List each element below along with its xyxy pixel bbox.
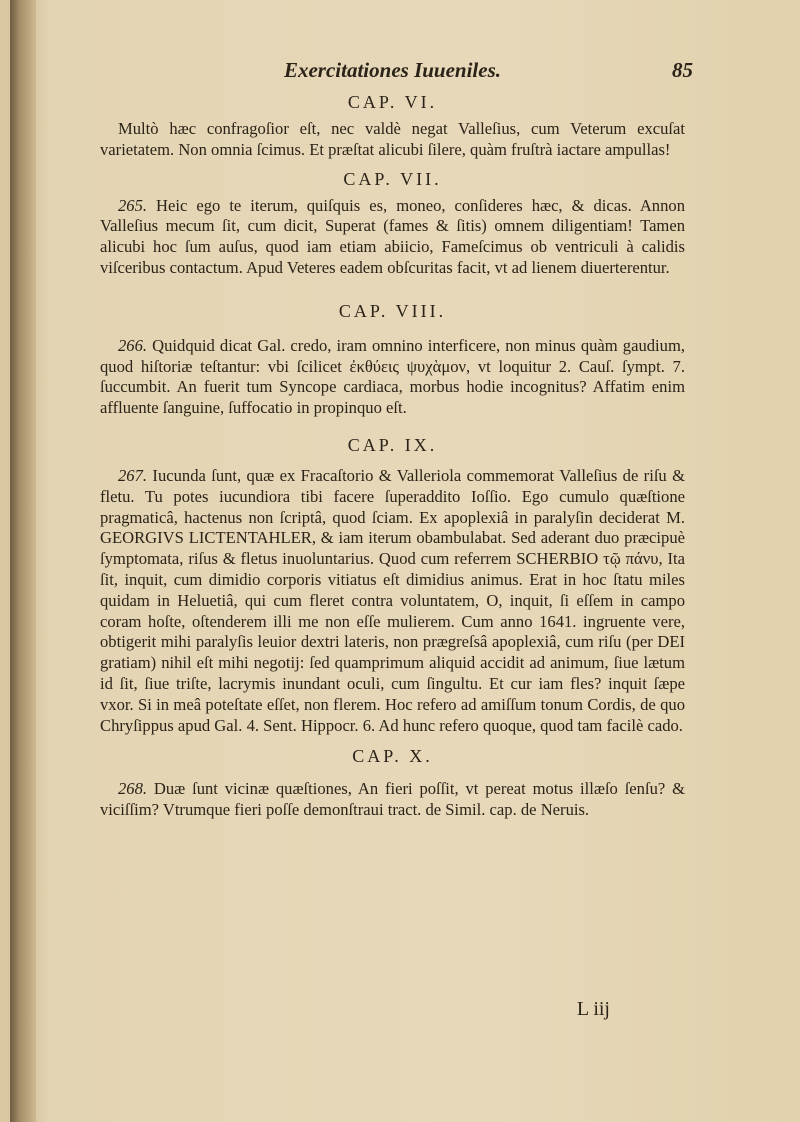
paragraph <box>100 336 685 419</box>
paragraph: Multò hæc confragoſior eſt, nec valdè negat Valleſius, cum Veterum excuſat varietatem. Non omnia ſcimus. Et præſtat alicubi ſilere, quàm fruſtrà iactare ampullas! <box>100 119 685 159</box>
page-text-block <box>100 40 693 821</box>
paragraph <box>100 466 685 736</box>
page-number: 85 <box>672 58 693 82</box>
chapter-heading: CAP. IX. <box>347 434 438 455</box>
chapter-heading: CAP. VI. <box>347 92 438 112</box>
paragraph-number: 267. <box>118 465 148 485</box>
paragraph-number: 268. <box>118 779 148 799</box>
running-header <box>100 40 693 84</box>
chapter-heading: CAP. VIII. <box>338 300 447 321</box>
chapter-heading: CAP. X. <box>352 746 433 767</box>
paragraph-number: 265. <box>118 195 148 215</box>
chapter-heading: CAP. VII. <box>343 168 442 189</box>
paragraph-text: Quidquid dicat Gal. credo, iram omnino interficere, non minus quàm gaudium, quod hiſtoriæ teſtantur: vbi ſcilicet ἐκθύεις ψυχὰμον, vt loquitur 2. Cauſ. ſympt. 7. ſuccumbit. An fuerit tum Syncope cardiaca, morbus hodie incognitus? Affatim enim affluente ſanguine, ſuffocatio in propinquo eſt. <box>100 335 685 418</box>
paragraph-number: 266. <box>118 335 148 355</box>
paragraph-text: Iucunda ſunt, quæ ex Fracaſtorio & Valleriola commemorat Valleſius de riſu & fletu. Tu potes iucundiora tibi facere ſuperaddito Ioſſio. Ego cumulo quæſtione pragmaticâ, hactenus non ſcriptâ, quod ſciam. Ex apoplexiâ in paralyſin deciderat M. GEORGIVS LICTENTAHLER, & iam iterum obambulabat. Sed aderant duo præcipuè ſymptomata, riſus & fletus inuoluntarius. Quod cum referrem SCHERBIO τῷ πάνυ, Ita ſit, inquit, cum dimidio corporis vitiatus eſt dimidius animus. Erat in hoc ſtatu miles quidam in Heluetiâ, qui cum fleret contra voluntatem, O, inquit, ſi eſſem in campo coram hoſte, oſtenderem illi me non eſſe mulierem. Cum anno 1641. ingruente vere, obtigerit mihi paralyſis leuior dextri lateris, non prægreſsâ apoplexiâ, cum riſu (per DEI gratiam) nihil eſt mihi negotij: ſed quamprimum aliquid accidit ad animum, ſiue lætum id ſit, ſiue triſte, lacrymis inundant oculi, cum ſingultu. Et cur iam fles? inquit ſæpe vxor. Si in meâ poteſtate eſſet, non flerem. Hoc refero ad amiſſum tonum Cordis, de quo Chryſippus apud Gal. 4. Sent. Hippocr. 6. Ad hunc refero quoque, quod tam facilè cado. <box>100 465 686 735</box>
running-title: Exercitationes Iuueniles. <box>283 58 502 82</box>
paragraph-text: Duæ ſunt vicinæ quæſtiones, An fieri poſſit, vt pereat motus illæſo ſenſu? & viciſſim? Vtrumque fieri poſſe demonſtraui tract. de Simil. cap. de Neruis. <box>100 779 685 820</box>
paragraph-text: Heic ego te iterum, quiſquis es, moneo, conſideres hæc, & dicas. Annon Valleſius mecum ſit, cum dicit, Superat (fames & ſitis) omnem diligentiam! Tamen alicubi hoc ſum auſus, quod iam etiam abiicio, Fameſcimus ob ventriculi à calidis viſceribus contactum. Apud Veteres eadem obſcuritas facit, vt ad lienem diuerterentur. <box>100 195 685 277</box>
paragraph <box>100 779 685 821</box>
signature-mark: L iij <box>576 998 610 1020</box>
book-gutter <box>10 0 36 1122</box>
paragraph <box>100 196 685 279</box>
